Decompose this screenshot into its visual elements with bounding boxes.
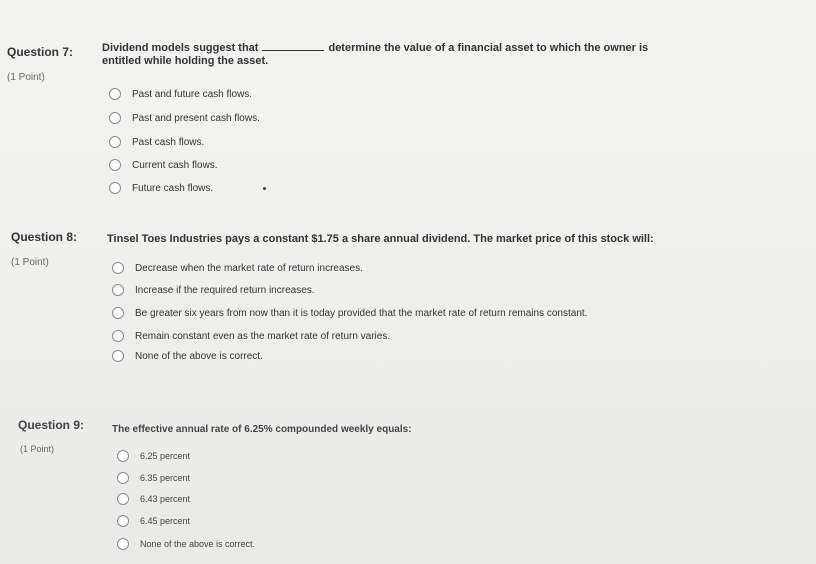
option-label: 6.35 percent [140, 473, 191, 483]
answer-option[interactable] [117, 538, 255, 550]
radio-button[interactable] [109, 112, 121, 124]
radio-button[interactable] [117, 493, 129, 505]
radio-button[interactable] [112, 307, 124, 319]
option-label: 6.25 percent [140, 451, 191, 461]
radio-button[interactable] [112, 284, 124, 296]
question-text-part: determine the value of a financial asset to which the owner is [328, 42, 649, 54]
question-text: The effective annual rate of 6.25% compounded weekly equals: [112, 424, 412, 435]
question-text-part: entitled while holding the asset. [102, 55, 269, 67]
question-number: Question 9: [18, 418, 85, 432]
question-text: Tinsel Toes Industries pays a constant $1.75 a share annual dividend. The market price of this stock will: [107, 233, 654, 245]
option-label: Future cash flows. [132, 182, 214, 194]
question-text [102, 40, 702, 68]
option-label: 6.43 percent [140, 494, 191, 504]
answer-option[interactable] [112, 284, 315, 296]
answer-option[interactable] [117, 493, 190, 505]
option-label: Past and future cash flows. [132, 88, 253, 100]
radio-button[interactable] [112, 330, 124, 342]
radio-button[interactable] [112, 262, 124, 274]
answer-option[interactable] [112, 307, 587, 319]
question-points: (1 Point) [11, 257, 49, 268]
answer-option[interactable] [109, 112, 260, 124]
option-label: Decrease when the market rate of return increases. [135, 262, 363, 274]
radio-button[interactable] [109, 136, 121, 148]
option-label: Be greater six years from now than it is today provided that the market rate of return remains constant. [135, 307, 588, 319]
answer-option[interactable] [117, 515, 190, 527]
option-label: Remain constant even as the market rate of return varies. [135, 330, 391, 342]
answer-option[interactable] [109, 88, 252, 100]
option-label: Past cash flows. [132, 136, 205, 148]
answer-option[interactable] [117, 450, 190, 462]
question-number: Question 7: [7, 45, 74, 59]
question-points: (1 Point) [20, 444, 55, 454]
option-label: Increase if the required return increases. [135, 284, 315, 296]
question-points: (1 Point) [7, 72, 45, 83]
answer-option[interactable] [112, 262, 363, 274]
question-number: Question 8: [11, 230, 78, 244]
radio-button[interactable] [117, 472, 129, 484]
answer-option[interactable] [109, 182, 213, 194]
cursor-dot [263, 187, 266, 190]
answer-option[interactable] [112, 330, 390, 342]
answer-option[interactable] [112, 350, 263, 362]
answer-option[interactable] [117, 472, 190, 484]
option-label: None of the above is correct. [140, 539, 256, 549]
option-label: Current cash flows. [132, 159, 218, 171]
radio-button[interactable] [109, 88, 121, 100]
radio-button[interactable] [109, 159, 121, 171]
radio-button[interactable] [112, 350, 124, 362]
radio-button[interactable] [117, 515, 129, 527]
answer-blank [262, 40, 324, 51]
option-label: 6.45 percent [140, 516, 191, 526]
radio-button[interactable] [109, 182, 121, 194]
answer-option[interactable] [109, 136, 204, 148]
radio-button[interactable] [117, 450, 129, 462]
option-label: None of the above is correct. [135, 350, 263, 362]
option-label: Past and present cash flows. [132, 112, 260, 124]
radio-button[interactable] [117, 538, 129, 550]
question-text-part: Dividend models suggest that [102, 42, 259, 54]
answer-option[interactable] [109, 159, 218, 171]
